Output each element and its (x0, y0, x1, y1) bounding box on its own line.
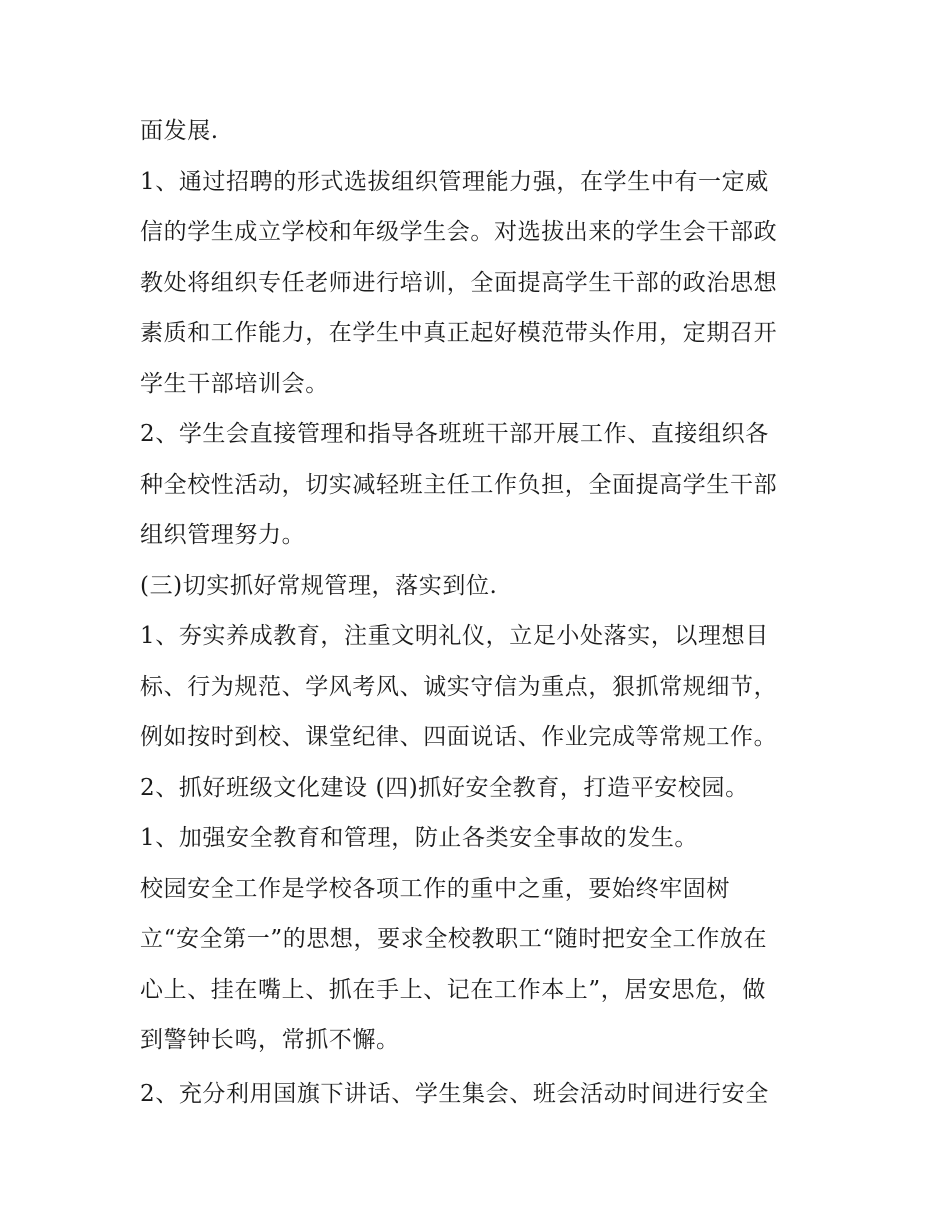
text-line: 到警钟长鸣，常抓不懈。 (140, 1027, 400, 1053)
text-line: 2、学生会直接管理和指导各班班干部开展工作、直接组织各 (140, 421, 769, 447)
text-line: 1、通过招聘的形式选拔组织管理能力强，在学生中有一定威 (140, 168, 769, 195)
text-line: 素质和工作能力，在学生中真正起好模范带头作用，定期召开 (140, 320, 778, 346)
text-line: 面发展. (140, 118, 219, 144)
text-line: 例如按时到校、课堂纪律、四面说话、作业完成等常规工作。 (140, 724, 778, 750)
text-line: 种全校性活动，切实减轻班主任工作负担，全面提高学生干部 (140, 471, 778, 498)
text-line: 2、充分利用国旗下讲话、学生集会、班会活动时间进行安全 (140, 1080, 769, 1107)
text-line: 信的学生成立学校和年级学生会。对选拔出来的学生会干部政 (140, 219, 778, 245)
section-heading: (三)切实抓好常规管理，落实到位. (140, 572, 498, 599)
text-line: 标、行为规范、学风考风、诚实守信为重点，狠抓常规细节， (140, 673, 778, 700)
text-line: 校园安全工作是学校各项工作的重中之重，要始终牢固树 (140, 875, 730, 902)
text-line: 1、加强安全教育和管理，防止各类安全事故的发生。 (140, 825, 699, 851)
text-line: 2、抓好班级文化建设 (四)抓好安全教育，打造平安校园。 (140, 774, 749, 801)
body-text (140, 106, 820, 1119)
text-line: 学生干部培训会。 (140, 370, 329, 397)
text-line: 教处将组织专任老师进行培训，全面提高学生干部的政治思想 (140, 269, 778, 296)
text-line: 组织管理努力。 (140, 522, 306, 548)
text-line: 立“安全第一”的思想，要求全校教职工“随时把安全工作放在 (140, 926, 768, 952)
text-line: 心上、挂在嘴上、抓在手上、记在工作本上”，居安思危，做 (140, 976, 766, 1003)
text-line: 1、夯实养成教育，注重文明礼仪，立足小处落实，以理想目 (140, 623, 769, 649)
